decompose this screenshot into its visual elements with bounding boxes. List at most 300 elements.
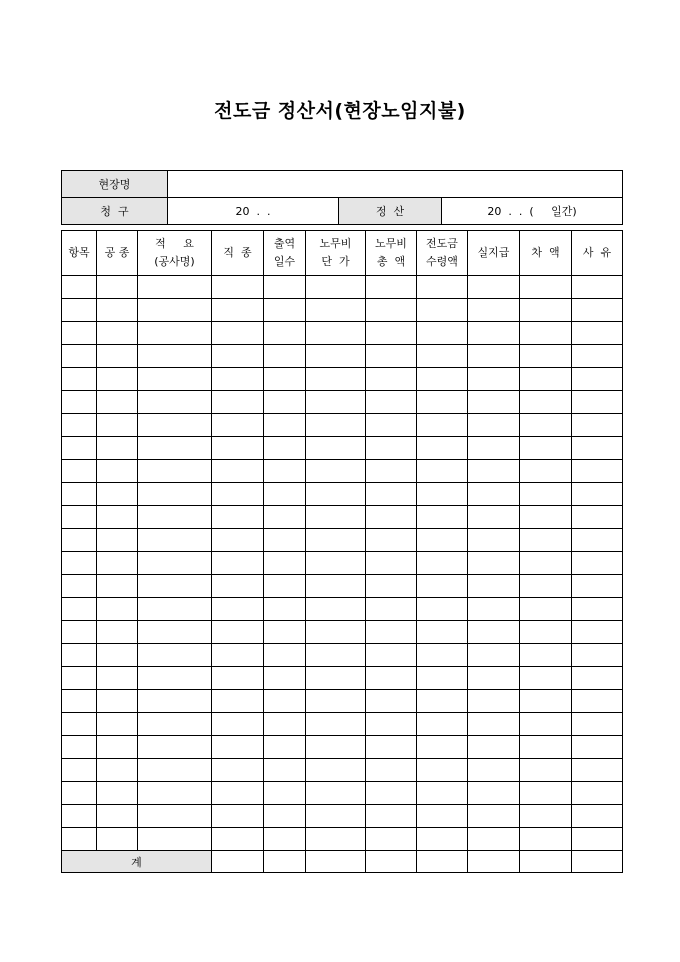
table-cell[interactable] (520, 460, 572, 483)
table-cell[interactable] (212, 782, 264, 805)
table-cell[interactable] (306, 391, 366, 414)
table-cell[interactable] (212, 805, 264, 828)
table-cell[interactable] (520, 690, 572, 713)
table-cell[interactable] (366, 299, 417, 322)
table-cell[interactable] (264, 828, 306, 851)
table-cell[interactable] (468, 368, 520, 391)
table-cell[interactable] (62, 299, 97, 322)
table-cell[interactable] (212, 276, 264, 299)
table-cell[interactable] (306, 437, 366, 460)
table-cell[interactable] (520, 437, 572, 460)
table-cell[interactable] (97, 552, 138, 575)
table-cell[interactable] (212, 506, 264, 529)
table-cell[interactable] (212, 828, 264, 851)
site-name-field[interactable] (168, 171, 623, 198)
table-cell[interactable] (138, 805, 212, 828)
table-cell[interactable] (520, 414, 572, 437)
table-cell[interactable] (572, 322, 623, 345)
table-cell[interactable] (97, 414, 138, 437)
table-cell[interactable] (306, 506, 366, 529)
table-cell[interactable] (417, 276, 468, 299)
table-cell[interactable] (572, 276, 623, 299)
table-cell[interactable] (520, 299, 572, 322)
table-cell[interactable] (468, 690, 520, 713)
table-cell[interactable] (417, 414, 468, 437)
table-cell[interactable] (520, 368, 572, 391)
header-job-type: 직 종 (212, 231, 264, 276)
settle-date-field[interactable]: 20 . . ( 일간) (442, 198, 623, 225)
table-cell[interactable] (572, 667, 623, 690)
table-cell[interactable] (417, 598, 468, 621)
table-cell[interactable] (366, 506, 417, 529)
table-cell[interactable] (306, 460, 366, 483)
table-cell[interactable] (366, 759, 417, 782)
table-cell[interactable] (138, 828, 212, 851)
header-row (62, 231, 623, 276)
table-cell[interactable] (62, 805, 97, 828)
table-cell[interactable] (306, 713, 366, 736)
table-cell[interactable] (306, 828, 366, 851)
table-cell[interactable] (264, 368, 306, 391)
table-cell[interactable] (97, 345, 138, 368)
table-cell[interactable] (520, 345, 572, 368)
table-cell[interactable] (212, 552, 264, 575)
table-cell[interactable] (62, 690, 97, 713)
table-cell[interactable] (62, 575, 97, 598)
table-cell[interactable] (306, 644, 366, 667)
table-cell[interactable] (212, 759, 264, 782)
table-cell[interactable] (138, 575, 212, 598)
table-cell[interactable] (520, 713, 572, 736)
table-cell[interactable] (212, 690, 264, 713)
table-cell[interactable] (212, 621, 264, 644)
table-row (62, 322, 623, 345)
table-cell[interactable] (366, 713, 417, 736)
table-cell[interactable] (97, 460, 138, 483)
table-cell[interactable] (468, 483, 520, 506)
table-cell[interactable] (520, 276, 572, 299)
table-cell[interactable] (306, 552, 366, 575)
table-cell[interactable] (306, 276, 366, 299)
table-cell[interactable] (97, 690, 138, 713)
table-cell[interactable] (97, 322, 138, 345)
table-cell[interactable] (97, 368, 138, 391)
table-cell[interactable] (417, 575, 468, 598)
table-cell[interactable] (520, 598, 572, 621)
table-cell[interactable] (572, 736, 623, 759)
table-cell[interactable] (468, 345, 520, 368)
table-cell[interactable] (97, 483, 138, 506)
table-cell[interactable] (212, 322, 264, 345)
table-cell[interactable] (468, 736, 520, 759)
table-cell[interactable] (366, 276, 417, 299)
table-cell[interactable] (417, 368, 468, 391)
table-cell[interactable] (572, 828, 623, 851)
table-cell[interactable] (62, 368, 97, 391)
total-cell[interactable] (306, 851, 366, 873)
table-cell[interactable] (572, 621, 623, 644)
table-cell[interactable] (62, 529, 97, 552)
table-cell[interactable] (468, 552, 520, 575)
table-cell[interactable] (417, 506, 468, 529)
table-cell[interactable] (468, 276, 520, 299)
table-cell[interactable] (306, 759, 366, 782)
table-cell[interactable] (264, 552, 306, 575)
table-cell[interactable] (306, 368, 366, 391)
header-unit-labor-cost: 노무비 단 가 (306, 231, 366, 276)
table-cell[interactable] (468, 414, 520, 437)
table-cell[interactable] (138, 713, 212, 736)
table-cell[interactable] (62, 782, 97, 805)
table-cell[interactable] (366, 598, 417, 621)
table-cell[interactable] (97, 299, 138, 322)
table-cell[interactable] (62, 621, 97, 644)
table-cell[interactable] (62, 437, 97, 460)
table-cell[interactable] (212, 736, 264, 759)
table-cell[interactable] (572, 368, 623, 391)
table-cell[interactable] (366, 368, 417, 391)
table-cell[interactable] (468, 805, 520, 828)
table-cell[interactable] (306, 529, 366, 552)
table-cell[interactable] (468, 644, 520, 667)
table-cell[interactable] (264, 644, 306, 667)
table-cell[interactable] (468, 460, 520, 483)
table-cell[interactable] (366, 414, 417, 437)
table-cell[interactable] (417, 713, 468, 736)
table-cell[interactable] (138, 552, 212, 575)
table-cell[interactable] (138, 782, 212, 805)
table-cell[interactable] (306, 598, 366, 621)
table-cell[interactable] (138, 368, 212, 391)
table-cell[interactable] (572, 345, 623, 368)
table-cell[interactable] (138, 276, 212, 299)
table-cell[interactable] (97, 437, 138, 460)
table-cell[interactable] (138, 690, 212, 713)
table-cell[interactable] (264, 782, 306, 805)
table-cell[interactable] (264, 483, 306, 506)
total-cell[interactable] (572, 851, 623, 873)
table-cell[interactable] (366, 667, 417, 690)
table-cell[interactable] (62, 759, 97, 782)
table-cell[interactable] (62, 667, 97, 690)
table-cell[interactable] (62, 828, 97, 851)
table-cell[interactable] (417, 437, 468, 460)
table-cell[interactable] (138, 299, 212, 322)
table-cell[interactable] (417, 828, 468, 851)
table-cell[interactable] (138, 414, 212, 437)
table-cell[interactable] (264, 690, 306, 713)
table-cell[interactable] (366, 782, 417, 805)
table-cell[interactable] (468, 437, 520, 460)
table-cell[interactable] (306, 621, 366, 644)
table-cell[interactable] (366, 460, 417, 483)
table-cell[interactable] (264, 598, 306, 621)
table-cell[interactable] (97, 276, 138, 299)
table-cell[interactable] (468, 759, 520, 782)
table-cell[interactable] (212, 644, 264, 667)
table-cell[interactable] (138, 391, 212, 414)
table-cell[interactable] (62, 391, 97, 414)
table-cell[interactable] (366, 805, 417, 828)
table-cell[interactable] (366, 644, 417, 667)
table-cell[interactable] (366, 483, 417, 506)
table-cell[interactable] (138, 345, 212, 368)
table-cell[interactable] (264, 621, 306, 644)
table-cell[interactable] (306, 345, 366, 368)
table-row (62, 782, 623, 805)
table-cell[interactable] (138, 667, 212, 690)
table-cell[interactable] (97, 782, 138, 805)
table-cell[interactable] (520, 736, 572, 759)
table-cell[interactable] (97, 644, 138, 667)
table-cell[interactable] (212, 483, 264, 506)
table-cell[interactable] (417, 345, 468, 368)
table-cell[interactable] (212, 414, 264, 437)
table-cell[interactable] (264, 391, 306, 414)
table-cell[interactable] (520, 667, 572, 690)
table-cell[interactable] (468, 529, 520, 552)
table-cell[interactable] (62, 736, 97, 759)
table-cell[interactable] (212, 529, 264, 552)
table-cell[interactable] (417, 391, 468, 414)
table-cell[interactable] (520, 506, 572, 529)
table-cell[interactable] (138, 736, 212, 759)
table-cell[interactable] (62, 552, 97, 575)
table-cell[interactable] (572, 483, 623, 506)
table-cell[interactable] (417, 322, 468, 345)
table-cell[interactable] (417, 621, 468, 644)
table-cell[interactable] (264, 414, 306, 437)
table-row (62, 552, 623, 575)
table-cell[interactable] (468, 575, 520, 598)
table-cell[interactable] (138, 644, 212, 667)
table-cell[interactable] (572, 552, 623, 575)
table-cell[interactable] (417, 552, 468, 575)
table-cell[interactable] (417, 667, 468, 690)
table-cell[interactable] (264, 529, 306, 552)
table-cell[interactable] (97, 713, 138, 736)
table-cell[interactable] (366, 391, 417, 414)
table-cell[interactable] (62, 345, 97, 368)
table-cell[interactable] (306, 736, 366, 759)
table-cell[interactable] (417, 736, 468, 759)
table-cell[interactable] (366, 736, 417, 759)
total-cell[interactable] (520, 851, 572, 873)
table-cell[interactable] (306, 805, 366, 828)
table-cell[interactable] (138, 460, 212, 483)
table-cell[interactable] (417, 529, 468, 552)
table-cell[interactable] (366, 322, 417, 345)
table-cell[interactable] (417, 805, 468, 828)
table-cell[interactable] (572, 598, 623, 621)
table-row (62, 805, 623, 828)
table-cell[interactable] (520, 782, 572, 805)
table-cell[interactable] (520, 828, 572, 851)
table-cell[interactable] (572, 299, 623, 322)
header-total-labor-cost: 노무비 총 액 (366, 231, 417, 276)
table-cell[interactable] (417, 483, 468, 506)
table-cell[interactable] (212, 345, 264, 368)
table-cell[interactable] (468, 506, 520, 529)
table-cell[interactable] (264, 506, 306, 529)
table-cell[interactable] (366, 575, 417, 598)
table-cell[interactable] (306, 483, 366, 506)
table-cell[interactable] (62, 276, 97, 299)
table-cell[interactable] (572, 690, 623, 713)
table-cell[interactable] (520, 759, 572, 782)
table-cell[interactable] (97, 805, 138, 828)
total-cell[interactable] (468, 851, 520, 873)
table-cell[interactable] (468, 621, 520, 644)
table-cell[interactable] (212, 575, 264, 598)
table-cell[interactable] (417, 759, 468, 782)
table-cell[interactable] (520, 575, 572, 598)
table-cell[interactable] (97, 575, 138, 598)
table-cell[interactable] (264, 736, 306, 759)
table-cell[interactable] (212, 437, 264, 460)
table-row (62, 575, 623, 598)
table-cell[interactable] (97, 506, 138, 529)
table-cell[interactable] (97, 391, 138, 414)
total-cell[interactable] (212, 851, 264, 873)
table-cell[interactable] (212, 667, 264, 690)
table-cell[interactable] (366, 690, 417, 713)
table-cell[interactable] (366, 529, 417, 552)
table-cell[interactable] (62, 460, 97, 483)
table-cell[interactable] (520, 644, 572, 667)
table-cell[interactable] (306, 322, 366, 345)
table-cell[interactable] (212, 598, 264, 621)
table-cell[interactable] (468, 667, 520, 690)
table-cell[interactable] (212, 391, 264, 414)
table-cell[interactable] (97, 598, 138, 621)
table-cell[interactable] (366, 552, 417, 575)
table-cell[interactable] (264, 299, 306, 322)
table-cell[interactable] (572, 713, 623, 736)
table-cell[interactable] (366, 621, 417, 644)
table-cell[interactable] (97, 828, 138, 851)
table-cell[interactable] (468, 299, 520, 322)
table-cell[interactable] (572, 575, 623, 598)
table-cell[interactable] (62, 322, 97, 345)
table-cell[interactable] (212, 460, 264, 483)
table-cell[interactable] (97, 621, 138, 644)
table-cell[interactable] (520, 529, 572, 552)
table-cell[interactable] (62, 644, 97, 667)
table-cell[interactable] (520, 805, 572, 828)
total-cell[interactable] (417, 851, 468, 873)
table-cell[interactable] (306, 299, 366, 322)
table-cell[interactable] (97, 667, 138, 690)
table-cell[interactable] (520, 391, 572, 414)
table-cell[interactable] (264, 322, 306, 345)
table-cell[interactable] (212, 299, 264, 322)
table-cell[interactable] (212, 713, 264, 736)
table-cell[interactable] (366, 828, 417, 851)
table-cell[interactable] (138, 483, 212, 506)
table-cell[interactable] (572, 782, 623, 805)
table-cell[interactable] (62, 598, 97, 621)
table-cell[interactable] (468, 391, 520, 414)
table-cell[interactable] (264, 575, 306, 598)
table-row (62, 667, 623, 690)
table-cell[interactable] (468, 828, 520, 851)
table-cell[interactable] (138, 322, 212, 345)
table-cell[interactable] (264, 713, 306, 736)
table-cell[interactable] (572, 529, 623, 552)
table-cell[interactable] (62, 713, 97, 736)
table-cell[interactable] (138, 506, 212, 529)
header-work-type: 공 종 (97, 231, 138, 276)
table-cell[interactable] (306, 690, 366, 713)
table-cell[interactable] (264, 437, 306, 460)
table-cell[interactable] (572, 805, 623, 828)
table-cell[interactable] (572, 759, 623, 782)
table-cell[interactable] (264, 805, 306, 828)
table-cell[interactable] (572, 506, 623, 529)
table-cell[interactable] (62, 506, 97, 529)
total-cell[interactable] (264, 851, 306, 873)
table-cell[interactable] (264, 759, 306, 782)
table-cell[interactable] (306, 667, 366, 690)
info-table (61, 170, 623, 225)
table-cell[interactable] (138, 437, 212, 460)
table-cell[interactable] (62, 414, 97, 437)
table-cell[interactable] (417, 460, 468, 483)
table-cell[interactable] (417, 782, 468, 805)
total-label: 계 (62, 851, 212, 873)
table-cell[interactable] (468, 598, 520, 621)
table-cell[interactable] (264, 345, 306, 368)
table-cell[interactable] (62, 483, 97, 506)
table-cell[interactable] (520, 621, 572, 644)
table-cell[interactable] (520, 322, 572, 345)
table-cell[interactable] (417, 690, 468, 713)
table-cell[interactable] (97, 759, 138, 782)
table-cell[interactable] (572, 437, 623, 460)
table-cell[interactable] (572, 414, 623, 437)
table-cell[interactable] (97, 736, 138, 759)
table-cell[interactable] (138, 598, 212, 621)
table-cell[interactable] (468, 782, 520, 805)
table-cell[interactable] (572, 460, 623, 483)
table-cell[interactable] (306, 575, 366, 598)
table-cell[interactable] (572, 391, 623, 414)
table-cell[interactable] (468, 322, 520, 345)
claim-date-field[interactable]: 20 . . (168, 198, 339, 225)
table-cell[interactable] (572, 644, 623, 667)
table-cell[interactable] (264, 276, 306, 299)
table-cell[interactable] (306, 414, 366, 437)
table-cell[interactable] (417, 644, 468, 667)
table-cell[interactable] (366, 437, 417, 460)
table-cell[interactable] (138, 621, 212, 644)
total-cell[interactable] (366, 851, 417, 873)
table-cell[interactable] (212, 368, 264, 391)
table-cell[interactable] (264, 667, 306, 690)
header-difference: 차 액 (520, 231, 572, 276)
table-cell[interactable] (264, 460, 306, 483)
table-cell[interactable] (306, 782, 366, 805)
table-cell[interactable] (97, 529, 138, 552)
table-cell[interactable] (520, 483, 572, 506)
table-cell[interactable] (468, 713, 520, 736)
table-cell[interactable] (366, 345, 417, 368)
table-cell[interactable] (417, 299, 468, 322)
table-cell[interactable] (138, 759, 212, 782)
table-cell[interactable] (520, 552, 572, 575)
table-cell[interactable] (138, 529, 212, 552)
